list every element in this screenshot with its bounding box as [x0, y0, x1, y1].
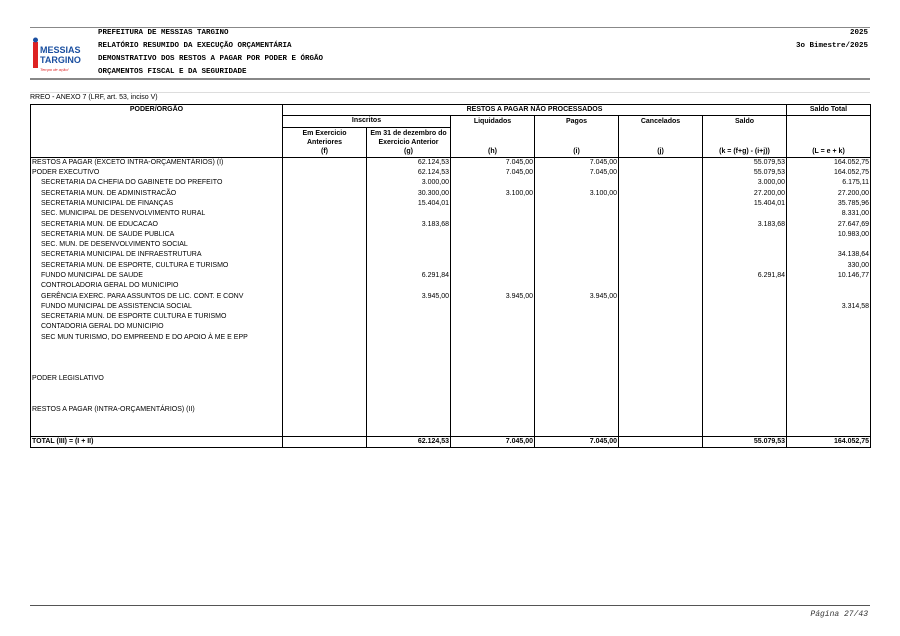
- row-value: [283, 281, 367, 291]
- row-value: [619, 250, 703, 260]
- row-value: [535, 219, 619, 229]
- row-value: [787, 374, 871, 384]
- row-value: [283, 250, 367, 260]
- row-value: [367, 343, 451, 353]
- row-value: [451, 261, 535, 271]
- row-value: [703, 364, 787, 374]
- row-value: [619, 271, 703, 281]
- row-value: 164.052,75: [787, 168, 871, 178]
- row-value: 3.183,68: [367, 219, 451, 229]
- row-value: [367, 261, 451, 271]
- row-value: [535, 415, 619, 425]
- row-value: [367, 384, 451, 394]
- row-label: SECRETARIA MUN. DE ADMINISTRACÃO: [31, 188, 283, 198]
- row-value: [535, 333, 619, 343]
- row-value: [619, 291, 703, 301]
- row-value: [703, 302, 787, 312]
- row-label: [31, 343, 283, 353]
- row-label: [31, 384, 283, 394]
- header-f-line2: Anteriores: [306, 138, 342, 146]
- row-value: [787, 291, 871, 301]
- header-col-f: [283, 127, 367, 157]
- row-value: 7.045,00: [535, 168, 619, 178]
- row-value: 7.045,00: [451, 436, 535, 447]
- row-value: [451, 312, 535, 322]
- annex-rule: [30, 92, 870, 93]
- table-row: [31, 219, 871, 229]
- row-value: [619, 394, 703, 404]
- row-value: [283, 312, 367, 322]
- row-value: [283, 436, 367, 447]
- table-row: [31, 291, 871, 301]
- header-restos-nao-processados: RESTOS A PAGAR NÃO PROCESSADOS: [283, 105, 787, 116]
- row-value: [283, 405, 367, 415]
- row-value: [283, 353, 367, 363]
- row-value: [619, 209, 703, 219]
- table-row: [31, 374, 871, 384]
- row-value: [535, 230, 619, 240]
- row-value: [283, 178, 367, 188]
- row-value: 6.291,84: [367, 271, 451, 281]
- row-value: [619, 374, 703, 384]
- restos-a-pagar-table: [30, 104, 871, 448]
- header-pagos: Pagos: [535, 116, 619, 127]
- row-value: [283, 394, 367, 404]
- row-label: RESTOS A PAGAR (EXCETO INTRA-ORÇAMENTÁRIOS) (I): [31, 157, 283, 168]
- row-value: [619, 188, 703, 198]
- table-row: [31, 415, 871, 425]
- row-value: [367, 405, 451, 415]
- row-value: [619, 230, 703, 240]
- row-value: [367, 302, 451, 312]
- row-value: [619, 281, 703, 291]
- page-number: Página 27/43: [810, 610, 868, 619]
- row-value: [451, 333, 535, 343]
- svg-text:MESSIAS: MESSIAS: [40, 45, 81, 55]
- header-cancelados: Cancelados: [619, 116, 703, 127]
- row-value: [619, 415, 703, 425]
- row-value: [619, 425, 703, 436]
- row-value: [451, 394, 535, 404]
- row-value: [451, 415, 535, 425]
- row-label: CONTROLADORIA GERAL DO MUNICIPIO: [31, 281, 283, 291]
- row-value: 164.052,75: [787, 436, 871, 447]
- row-value: [703, 405, 787, 415]
- row-value: [619, 199, 703, 209]
- row-value: [283, 333, 367, 343]
- row-value: [283, 240, 367, 250]
- row-value: [367, 364, 451, 374]
- table-row: [31, 302, 871, 312]
- row-value: [451, 271, 535, 281]
- table-row: [31, 199, 871, 209]
- table-row: [31, 230, 871, 240]
- row-value: [451, 322, 535, 332]
- row-value: 30.300,00: [367, 188, 451, 198]
- row-value: [283, 364, 367, 374]
- header-col-j: (j): [619, 127, 703, 157]
- row-value: 15.404,01: [367, 199, 451, 209]
- row-value: 27.200,00: [703, 188, 787, 198]
- row-value: [535, 364, 619, 374]
- row-value: [703, 374, 787, 384]
- row-value: [703, 415, 787, 425]
- row-value: 62.124,53: [367, 436, 451, 447]
- row-value: [451, 250, 535, 260]
- row-value: 7.045,00: [535, 157, 619, 168]
- row-value: [619, 353, 703, 363]
- annex-label: RREO - ANEXO 7 (LRF, art. 53, inciso V): [30, 94, 158, 101]
- row-value: [535, 281, 619, 291]
- row-value: [619, 384, 703, 394]
- row-value: [703, 353, 787, 363]
- row-value: 3.314,58: [787, 302, 871, 312]
- header-saldo-total: Saldo Total: [787, 105, 871, 116]
- row-label: SECRETARIA MUN. DE ESPORTE CULTURA E TURISMO: [31, 312, 283, 322]
- table-row: [31, 425, 871, 436]
- footer-rule: [30, 605, 870, 606]
- row-value: 164.052,75: [787, 157, 871, 168]
- row-value: [619, 322, 703, 332]
- row-value: 3.000,00: [367, 178, 451, 188]
- table-row: [31, 281, 871, 291]
- row-value: [787, 394, 871, 404]
- row-value: [535, 312, 619, 322]
- row-value: [451, 302, 535, 312]
- row-value: 27.200,00: [787, 188, 871, 198]
- row-value: [367, 230, 451, 240]
- row-value: 34.138,64: [787, 250, 871, 260]
- header-bottom-rule: [30, 78, 870, 80]
- row-value: [451, 353, 535, 363]
- header-top-rule: [30, 27, 870, 28]
- row-value: [535, 271, 619, 281]
- row-value: [703, 312, 787, 322]
- row-label: SECRETARIA MUN. DE ESPORTE, CULTURA E TURISMO: [31, 261, 283, 271]
- row-value: [451, 374, 535, 384]
- row-value: [367, 394, 451, 404]
- row-value: [703, 384, 787, 394]
- row-value: [787, 281, 871, 291]
- row-value: [619, 240, 703, 250]
- row-value: [787, 384, 871, 394]
- row-value: 55.079,53: [703, 436, 787, 447]
- total-row: [31, 436, 871, 447]
- table-row: [31, 271, 871, 281]
- row-label: SEC. MUNICIPAL DE DESENVOLVIMENTO RURAL: [31, 209, 283, 219]
- row-value: [703, 394, 787, 404]
- row-label: SEC MUN TURISMO, DO EMPREEND E DO APOIO À ME E EPP: [31, 333, 283, 343]
- header-g-line2: Exercicio Anterior: [378, 138, 439, 146]
- row-value: 3.100,00: [451, 188, 535, 198]
- row-label: [31, 394, 283, 404]
- header-title-1: PREFEITURA DE MESSIAS TARGINO: [98, 29, 229, 37]
- row-value: [451, 281, 535, 291]
- row-value: [787, 240, 871, 250]
- row-value: [283, 261, 367, 271]
- row-label: SECRETARIA MUNICIPAL DE FINANÇAS: [31, 199, 283, 209]
- table-row: [31, 405, 871, 415]
- header-g-line3: (g): [404, 147, 413, 155]
- table-row: [31, 353, 871, 363]
- row-label: [31, 353, 283, 363]
- row-value: [367, 281, 451, 291]
- table-row: [31, 312, 871, 322]
- header-title-4: ORÇAMENTOS FISCAL E DA SEGURIDADE: [98, 68, 247, 76]
- row-value: [703, 322, 787, 332]
- row-value: [367, 374, 451, 384]
- table-row: [31, 333, 871, 343]
- table-row: [31, 250, 871, 260]
- table-row: [31, 168, 871, 178]
- row-value: [619, 157, 703, 168]
- row-value: [451, 199, 535, 209]
- row-value: [367, 415, 451, 425]
- row-value: [535, 384, 619, 394]
- header-col-i: (i): [535, 127, 619, 157]
- header-poder-orgao: PODER/ÓRGÃO: [31, 105, 283, 158]
- row-value: [535, 405, 619, 415]
- row-value: [703, 261, 787, 271]
- row-value: 35.785,96: [787, 199, 871, 209]
- table-row: [31, 364, 871, 374]
- row-value: 10.983,00: [787, 230, 871, 240]
- table-row: [31, 209, 871, 219]
- row-value: [451, 230, 535, 240]
- row-label: [31, 364, 283, 374]
- row-value: [451, 364, 535, 374]
- table-row: [31, 343, 871, 353]
- row-value: [283, 291, 367, 301]
- row-value: 62.124,53: [367, 157, 451, 168]
- row-value: [787, 322, 871, 332]
- row-value: [787, 343, 871, 353]
- row-value: 3.100,00: [535, 188, 619, 198]
- row-value: [535, 199, 619, 209]
- row-value: [451, 384, 535, 394]
- header-title-2: RELATÓRIO RESUMIDO DA EXECUÇÃO ORÇAMENTÁRIA: [98, 42, 292, 50]
- row-value: [619, 333, 703, 343]
- row-label: GERÊNCIA EXERC. PARA ASSUNTOS DE LIC. CONT. E CONV: [31, 291, 283, 301]
- row-value: 3.945,00: [451, 291, 535, 301]
- header-inscritos: Inscritos: [283, 116, 451, 127]
- row-value: [787, 312, 871, 322]
- row-value: 7.045,00: [451, 168, 535, 178]
- row-value: [787, 405, 871, 415]
- row-value: [619, 261, 703, 271]
- row-value: [283, 343, 367, 353]
- row-value: [619, 343, 703, 353]
- row-value: [787, 353, 871, 363]
- row-value: [535, 261, 619, 271]
- row-value: 6.291,84: [703, 271, 787, 281]
- row-value: [535, 322, 619, 332]
- table-row: [31, 240, 871, 250]
- row-value: [283, 209, 367, 219]
- row-value: [283, 219, 367, 229]
- row-label: SECRETARIA MUN. DE SAUDE PUBLICA: [31, 230, 283, 240]
- row-value: 3.945,00: [535, 291, 619, 301]
- header-col-k: (k = (f+g) - (i+j)): [703, 127, 787, 157]
- header-liquidados: Liquidados: [451, 116, 535, 127]
- table-row: [31, 322, 871, 332]
- row-label: RESTOS A PAGAR (INTRA-ORÇAMENTÁRIOS) (II): [31, 405, 283, 415]
- row-value: 3.945,00: [367, 291, 451, 301]
- row-value: [451, 343, 535, 353]
- row-value: [283, 374, 367, 384]
- table-row: [31, 384, 871, 394]
- row-value: [451, 178, 535, 188]
- row-value: [283, 230, 367, 240]
- table-row: [31, 178, 871, 188]
- row-value: [703, 425, 787, 436]
- table-row: [31, 188, 871, 198]
- row-value: [451, 240, 535, 250]
- row-value: [283, 415, 367, 425]
- header-f-line3: (f): [321, 147, 328, 155]
- row-value: [283, 384, 367, 394]
- row-value: [451, 425, 535, 436]
- row-value: [703, 343, 787, 353]
- row-value: 330,00: [787, 261, 871, 271]
- row-value: [619, 219, 703, 229]
- row-value: [535, 425, 619, 436]
- row-value: [283, 188, 367, 198]
- row-value: 8.331,00: [787, 209, 871, 219]
- row-label: FUNDO MUNICIPAL DE SAUDE: [31, 271, 283, 281]
- header-col-g: [367, 127, 451, 157]
- row-value: 27.647,69: [787, 219, 871, 229]
- row-value: [703, 240, 787, 250]
- row-value: [283, 168, 367, 178]
- row-value: [619, 302, 703, 312]
- row-value: [283, 271, 367, 281]
- row-value: 6.175,11: [787, 178, 871, 188]
- municipality-logo: [31, 36, 81, 76]
- row-value: [283, 157, 367, 168]
- header-saldo: Saldo: [703, 116, 787, 127]
- row-value: [703, 333, 787, 343]
- header-title-3: DEMONSTRATIVO DOS RESTOS A PAGAR POR PODER E ÓRGÃO: [98, 55, 324, 63]
- row-value: [703, 230, 787, 240]
- row-value: [283, 199, 367, 209]
- row-value: 3.000,00: [703, 178, 787, 188]
- row-value: [619, 168, 703, 178]
- row-value: [367, 209, 451, 219]
- table-row: [31, 261, 871, 271]
- row-label: PODER EXECUTIVO: [31, 168, 283, 178]
- row-value: [367, 425, 451, 436]
- row-value: [535, 209, 619, 219]
- row-value: 7.045,00: [535, 436, 619, 447]
- row-value: [787, 425, 871, 436]
- row-value: [787, 415, 871, 425]
- row-value: [367, 250, 451, 260]
- row-value: [451, 405, 535, 415]
- svg-text:Tempo de ação!: Tempo de ação!: [40, 67, 69, 72]
- row-value: [535, 178, 619, 188]
- row-label: FUNDO MUNICIPAL DE ASSISTENCIA SOCIAL: [31, 302, 283, 312]
- row-value: [619, 364, 703, 374]
- row-value: 62.124,53: [367, 168, 451, 178]
- row-value: [451, 209, 535, 219]
- row-value: [703, 250, 787, 260]
- row-value: [787, 333, 871, 343]
- row-value: [367, 353, 451, 363]
- row-value: 7.045,00: [451, 157, 535, 168]
- row-label: CONTADORIA GERAL DO MUNICIPIO: [31, 322, 283, 332]
- row-value: [367, 312, 451, 322]
- row-value: [535, 250, 619, 260]
- row-value: [283, 322, 367, 332]
- row-value: [619, 405, 703, 415]
- row-value: 55.079,53: [703, 157, 787, 168]
- row-label: PODER LEGISLATIVO: [31, 374, 283, 384]
- row-value: 3.183,68: [703, 219, 787, 229]
- row-label: TOTAL (III) = (I + II): [31, 436, 283, 447]
- row-label: SECRETARIA MUNICIPAL DE INFRAESTRUTURA: [31, 250, 283, 260]
- row-value: [703, 291, 787, 301]
- row-value: [535, 343, 619, 353]
- header-period: 3o Bimestre/2025: [795, 42, 868, 50]
- row-value: 15.404,01: [703, 199, 787, 209]
- header-col-l: (L = e + k): [787, 116, 871, 157]
- row-label: SECRETARIA MUN. DE EDUCACAO: [31, 219, 283, 229]
- row-value: [367, 240, 451, 250]
- row-value: [703, 209, 787, 219]
- row-value: [535, 374, 619, 384]
- row-value: [619, 178, 703, 188]
- header-col-h: (h): [451, 127, 535, 157]
- row-label: [31, 425, 283, 436]
- row-label: SECRETARIA DA CHEFIA DO GABINETE DO PREFEITO: [31, 178, 283, 188]
- row-value: [283, 302, 367, 312]
- row-label: [31, 415, 283, 425]
- row-value: [367, 322, 451, 332]
- row-value: 10.146,77: [787, 271, 871, 281]
- row-value: [703, 281, 787, 291]
- row-value: [619, 436, 703, 447]
- table-row: [31, 394, 871, 404]
- header-year: 2025: [849, 29, 868, 37]
- row-value: [283, 425, 367, 436]
- header-f-line1: Em Exercicio: [302, 129, 347, 137]
- row-value: [451, 219, 535, 229]
- header-g-line1: Em 31 de dezembro do: [370, 129, 447, 137]
- row-value: [535, 240, 619, 250]
- table-row: [31, 157, 871, 168]
- row-value: 55.079,53: [703, 168, 787, 178]
- row-value: [535, 353, 619, 363]
- row-value: [535, 394, 619, 404]
- row-value: [367, 333, 451, 343]
- svg-text:TARGINO: TARGINO: [40, 55, 81, 65]
- row-value: [535, 302, 619, 312]
- row-value: [787, 364, 871, 374]
- row-value: [619, 312, 703, 322]
- row-label: SEC. MUN. DE DESENVOLVIMENTO SOCIAL: [31, 240, 283, 250]
